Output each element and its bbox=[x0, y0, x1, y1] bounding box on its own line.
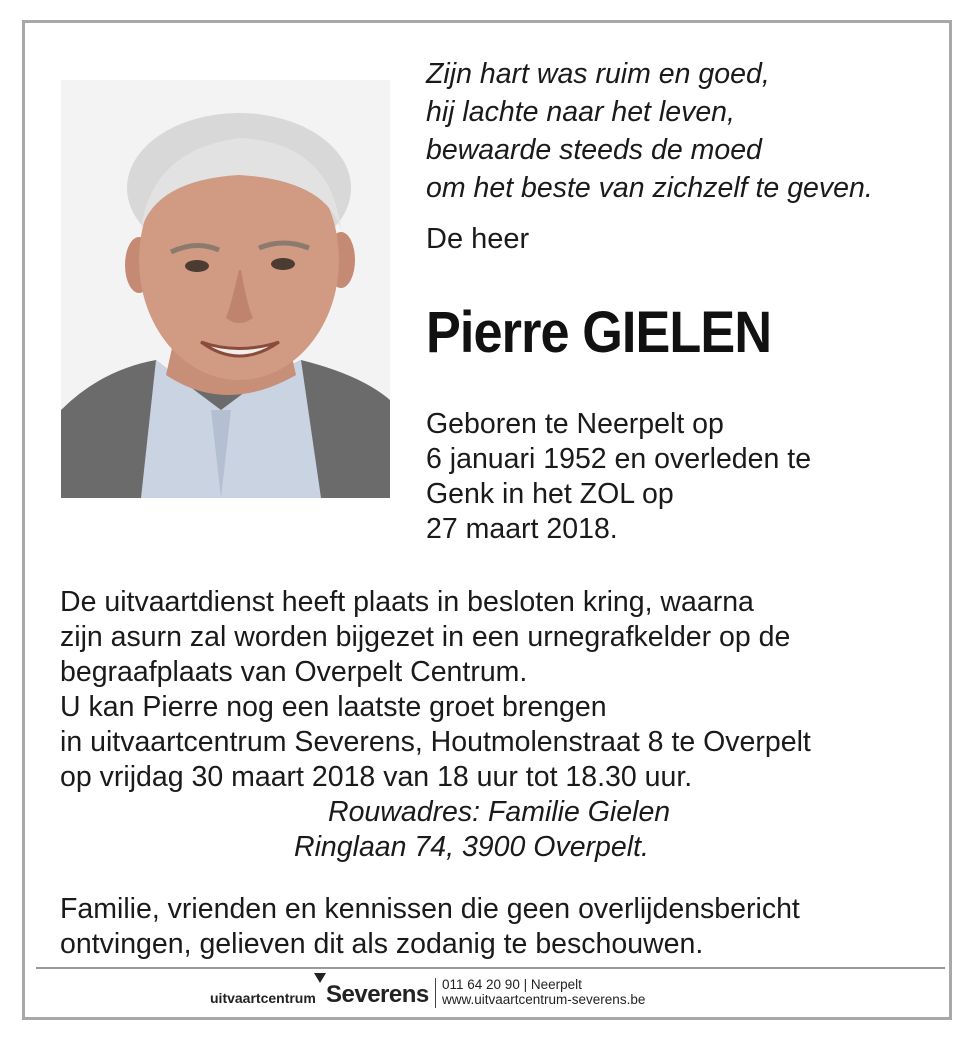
footer-phone: 011 64 20 90 | Neerpelt bbox=[442, 977, 582, 992]
service-line: in uitvaartcentrum Severens, Houtmolenstraat 8 te Overpelt bbox=[60, 726, 811, 758]
closing-note bbox=[60, 892, 800, 962]
birth-death-info bbox=[426, 407, 811, 547]
address-line-2: Ringlaan 74, 3900 Overpelt. bbox=[294, 831, 649, 863]
mourning-address bbox=[0, 795, 980, 865]
address-line-1: Rouwadres: Familie Gielen bbox=[328, 796, 671, 828]
honorific: De heer bbox=[426, 223, 530, 255]
service-line: De uitvaartdienst heeft plaats in besloten kring, waarna bbox=[60, 586, 754, 618]
service-line: op vrijdag 30 maart 2018 van 18 uur tot 18.30 uur. bbox=[60, 761, 693, 793]
logo-title: Severens bbox=[326, 981, 429, 1008]
footer-divider bbox=[36, 967, 945, 969]
footer-separator bbox=[435, 978, 436, 1008]
birth-death-line: Geboren te Neerpelt op bbox=[426, 408, 724, 440]
service-line: begraafplaats van Overpelt Centrum. bbox=[60, 656, 528, 688]
closing-line: Familie, vrienden en kennissen die geen overlijdensbericht bbox=[60, 893, 800, 925]
birth-death-line: Genk in het ZOL op bbox=[426, 478, 674, 510]
poem-line: hij lachte naar het leven, bbox=[426, 96, 735, 128]
birth-death-line: 27 maart 2018. bbox=[426, 513, 618, 545]
logo-triangle-icon bbox=[314, 973, 326, 983]
closing-line: ontvingen, gelieven dit als zodanig te beschouwen. bbox=[60, 928, 704, 960]
service-line: zijn asurn zal worden bijgezet in een urnegrafkelder op de bbox=[60, 621, 791, 653]
logo-subtitle: uitvaartcentrum bbox=[210, 990, 316, 1006]
service-details bbox=[60, 585, 811, 795]
poem-line: bewaarde steeds de moed bbox=[426, 134, 762, 166]
deceased-name: Pierre GIELEN bbox=[426, 300, 772, 365]
footer-contact bbox=[442, 977, 645, 1007]
poem-line: Zijn hart was ruim en goed, bbox=[426, 58, 770, 90]
poem-line: om het beste van zichzelf te geven. bbox=[426, 172, 873, 204]
footer-website[interactable]: www.uitvaartcentrum-severens.be bbox=[442, 992, 646, 1007]
portrait-photo bbox=[61, 80, 390, 498]
birth-death-line: 6 januari 1952 en overleden te bbox=[426, 443, 812, 475]
service-line: U kan Pierre nog een laatste groet brengen bbox=[60, 691, 607, 723]
memorial-poem bbox=[426, 55, 873, 207]
